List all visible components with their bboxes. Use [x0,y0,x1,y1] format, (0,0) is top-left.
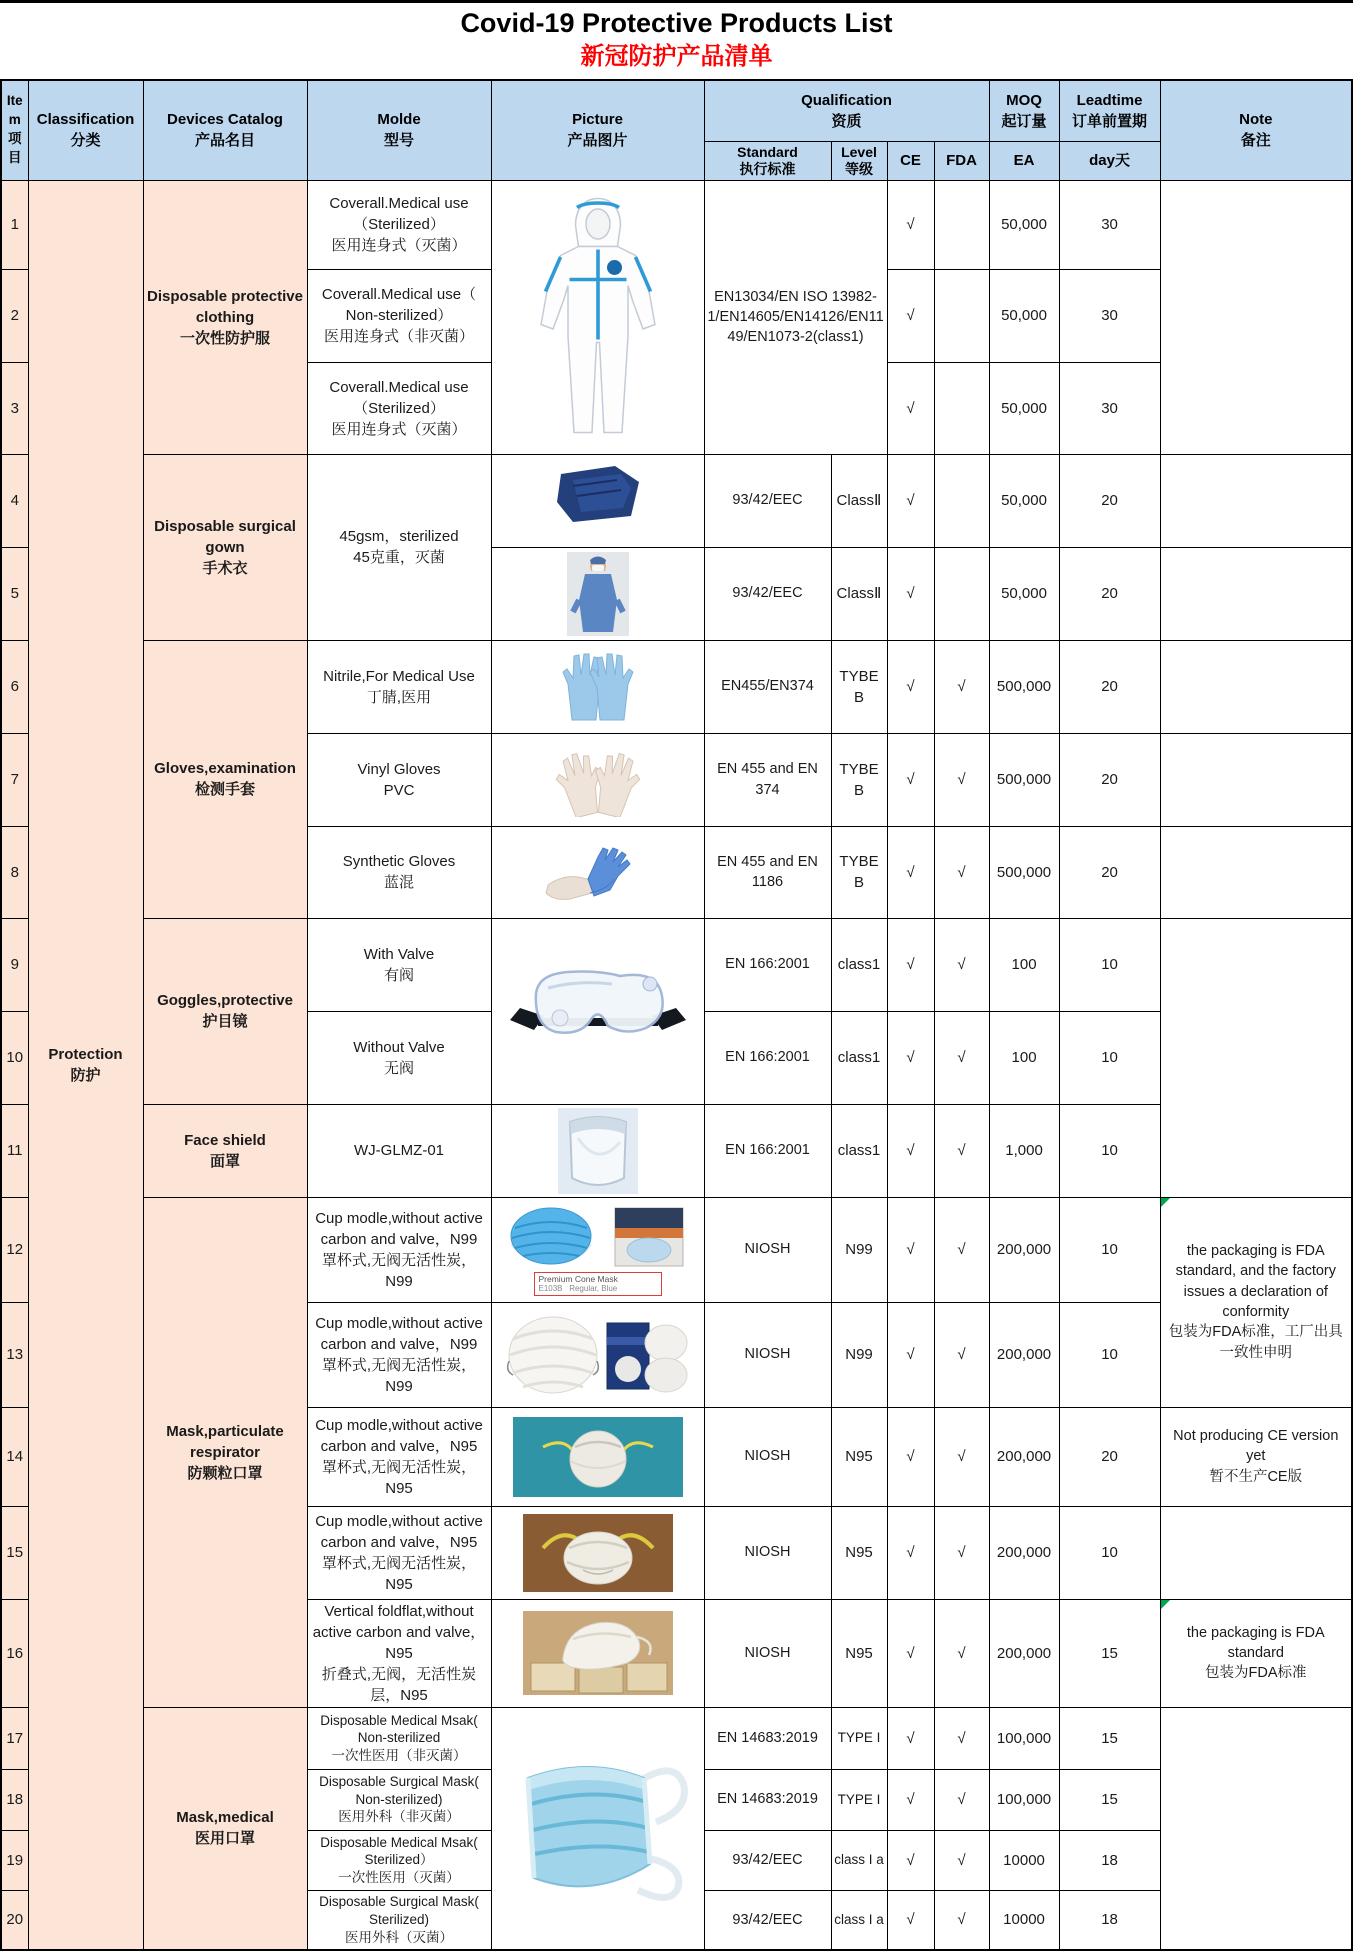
cell-ce: √ [887,1506,934,1599]
cell-level: N95 [831,1506,887,1599]
cell-fda [934,454,989,547]
cell-picture [491,1302,704,1407]
cell-leadtime: 15 [1059,1769,1160,1830]
cell-note [1160,918,1352,1197]
cell-leadtime: 20 [1059,640,1160,733]
cell-item: 11 [1,1104,28,1197]
cell-item: 16 [1,1599,28,1707]
cell-fda: √ [934,1707,989,1769]
cell-item: 5 [1,547,28,640]
cell-moq: 100 [989,918,1059,1011]
cell-leadtime: 20 [1059,454,1160,547]
cell-ce: √ [887,1890,934,1950]
table-row [1,454,1352,547]
cell-note [1160,454,1352,547]
cell-moq: 10000 [989,1830,1059,1890]
page-title [0,3,1353,79]
cell-devices-catalog: Disposable surgical gown 手术衣 [143,454,307,640]
cell-moq: 500,000 [989,826,1059,918]
cell-leadtime: 10 [1059,918,1160,1011]
col-header-devices-catalog: Devices Catalog 产品名目 [143,80,307,180]
cell-picture [491,640,704,733]
cell-level: N99 [831,1302,887,1407]
cell-fda: √ [934,1599,989,1707]
cell-moq: 100,000 [989,1707,1059,1769]
cell-molde: Without Valve 无阀 [307,1011,491,1104]
col-header-standard: Standard 执行标准 [704,141,831,180]
cell-item: 20 [1,1890,28,1950]
cell-standard: 93/42/EEC [704,547,831,640]
picture-cup-mask-wood [523,1514,673,1592]
cell-fda: √ [934,1407,989,1506]
cell-ce: √ [887,1197,934,1302]
cell-standard: EN 166:2001 [704,1011,831,1104]
col-header-leadtime: Leadtime 订单前置期 [1059,80,1160,141]
cell-molde: 45gsm，sterilized 45克重，灭菌 [307,454,491,640]
cell-moq: 50,000 [989,269,1059,362]
cell-level: class I a [831,1890,887,1950]
picture-cup-mask-teal [513,1417,683,1497]
cell-note [1160,733,1352,826]
cell-level: ClassⅡ [831,454,887,547]
cell-item: 1 [1,180,28,269]
col-header-note: Note 备注 [1160,80,1352,180]
cell-leadtime: 20 [1059,547,1160,640]
cell-molde: Cup modle,without active carbon and valve，N95 罩杯式,无阀无活性炭，N95 [307,1506,491,1599]
col-header-ce: CE [887,141,934,180]
cell-molde: Vertical foldflat,without active carbon and valve，N95 折叠式,无阀，无活性炭层，N95 [307,1599,491,1707]
cell-leadtime: 30 [1059,180,1160,269]
cell-leadtime: 15 [1059,1707,1160,1769]
cell-fda: √ [934,1830,989,1890]
cell-note [1160,640,1352,733]
picture-nitrile-gloves [538,650,658,724]
cell-standard: EN 455 and EN 1186 [704,826,831,918]
col-header-leadtime-unit: day天 [1059,141,1160,180]
cell-fda [934,269,989,362]
cell-molde: Nitrile,For Medical Use 丁腈,医用 [307,640,491,733]
cell-moq: 100,000 [989,1769,1059,1830]
cell-level: class I a [831,1830,887,1890]
cell-molde: Coverall.Medical use（Sterilized） 医用连身式（灭菌） [307,362,491,454]
cell-standard: EN455/EN374 [704,640,831,733]
table-row [1,1707,1352,1769]
col-header-fda: FDA [934,141,989,180]
cell-note: the packaging is FDA standard 包装为FDA标准 [1160,1599,1352,1707]
cell-molde: Disposable Medical Msak( Sterilized） 一次性医用（灭菌） [307,1830,491,1890]
cell-note [1160,547,1352,640]
col-header-moq-unit: EA [989,141,1059,180]
cell-level: class1 [831,1104,887,1197]
cell-fda: √ [934,733,989,826]
picture-goggles [508,956,688,1066]
cell-molde: Coverall.Medical use（Sterilized） 医用连身式（灭菌） [307,180,491,269]
picture-foldflat-mask [523,1611,673,1695]
cell-ce: √ [887,1407,934,1506]
cell-standard: NIOSH [704,1197,831,1302]
cell-molde: Cup modle,without active carbon and valve，N95 罩杯式,无阀无活性炭，N95 [307,1407,491,1506]
cell-note: Not producing CE version yet 暂不生产CE版 [1160,1407,1352,1506]
cell-level: TYBE B [831,640,887,733]
cell-item: 2 [1,269,28,362]
cell-picture [491,1506,704,1599]
cell-ce: √ [887,1302,934,1407]
cell-level: N99 [831,1197,887,1302]
cell-item: 19 [1,1830,28,1890]
cell-picture [491,180,704,454]
cell-fda [934,180,989,269]
cell-level: TYBE B [831,826,887,918]
cell-leadtime: 30 [1059,362,1160,454]
cell-molde: Cup modle,without active carbon and valve，N99 罩杯式,无阀无活性炭，N99 [307,1302,491,1407]
col-header-moq: MOQ 起订量 [989,80,1059,141]
cell-moq: 200,000 [989,1599,1059,1707]
col-header-molde: Molde 型号 [307,80,491,180]
cell-leadtime: 10 [1059,1011,1160,1104]
cell-moq: 50,000 [989,362,1059,454]
cell-picture [491,1407,704,1506]
cell-standard: NIOSH [704,1599,831,1707]
cell-level: TYBE B [831,733,887,826]
table-row [1,180,1352,269]
cell-molde: Disposable Medical Msak( Non-sterilized 一次性医用（非灭菌） [307,1707,491,1769]
cell-leadtime: 20 [1059,826,1160,918]
table-row [1,918,1352,1011]
cell-picture [491,826,704,918]
cell-leadtime: 30 [1059,269,1160,362]
picture-face-shield [558,1108,638,1194]
cell-level: TYPE I [831,1769,887,1830]
cell-leadtime: 10 [1059,1302,1160,1407]
cell-picture [491,1599,704,1707]
cell-molde: Coverall.Medical use（ Non-sterilized） 医用连身式（非灭菌） [307,269,491,362]
comment-marker-icon [1161,1198,1170,1207]
cell-picture [491,733,704,826]
cell-fda: √ [934,1197,989,1302]
cell-level: ClassⅡ [831,547,887,640]
cell-standard: EN13034/EN ISO 13982-1/EN14605/EN14126/EN1149/EN1073-2(class1) [704,180,887,454]
cell-ce: √ [887,362,934,454]
picture-coverall [523,192,673,442]
cell-ce: √ [887,547,934,640]
cell-devices-catalog: Face shield 面罩 [143,1104,307,1197]
cell-molde: Cup modle,without active carbon and valve，N99 罩杯式,无阀无活性炭，N99 [307,1197,491,1302]
comment-marker-icon [1161,1600,1170,1609]
cell-fda [934,547,989,640]
cell-moq: 10000 [989,1890,1059,1950]
cell-ce: √ [887,1830,934,1890]
table-row [1,1197,1352,1302]
cell-standard: 93/42/EEC [704,1830,831,1890]
cell-moq: 100 [989,1011,1059,1104]
cell-fda: √ [934,918,989,1011]
cell-level: class1 [831,918,887,1011]
cell-molde: Synthetic Gloves 蓝混 [307,826,491,918]
cell-picture [491,1104,704,1197]
picture-cone-mask-white [503,1311,693,1399]
cell-molde: Disposable Surgical Mask( Sterilized) 医用外科（灭菌） [307,1890,491,1950]
cell-moq: 50,000 [989,454,1059,547]
cell-item: 14 [1,1407,28,1506]
cell-ce: √ [887,1599,934,1707]
cell-standard: EN 166:2001 [704,1104,831,1197]
cell-ce: √ [887,1769,934,1830]
title-chinese: 新冠防护产品清单 [580,43,773,70]
cell-standard: NIOSH [704,1407,831,1506]
cell-devices-catalog: Gloves,examination 检测手套 [143,640,307,918]
cell-moq: 500,000 [989,640,1059,733]
title-english: Covid-19 Protective Products List [460,8,893,38]
cell-ce: √ [887,269,934,362]
cell-standard: EN 455 and EN 374 [704,733,831,826]
cell-fda: √ [934,1104,989,1197]
cell-item: 3 [1,362,28,454]
cell-note: the packaging is FDA standard, and the factory issues a declaration of conformity 包装为FDA标准，工厂出具一致性申明 [1160,1197,1352,1407]
cell-standard: EN 166:2001 [704,918,831,1011]
cell-item: 4 [1,454,28,547]
cell-standard: EN 14683:2019 [704,1707,831,1769]
cell-ce: √ [887,1104,934,1197]
cell-note [1160,1506,1352,1599]
cell-picture [491,918,704,1104]
cell-leadtime: 18 [1059,1830,1160,1890]
cell-leadtime: 10 [1059,1506,1160,1599]
cell-picture [491,454,704,547]
col-header-classification: Classification 分类 [28,80,143,180]
cell-fda [934,362,989,454]
cell-ce: √ [887,180,934,269]
cell-fda: √ [934,1506,989,1599]
cell-ce: √ [887,640,934,733]
cell-item: 18 [1,1769,28,1830]
cell-leadtime: 10 [1059,1197,1160,1302]
cell-moq: 200,000 [989,1506,1059,1599]
cell-moq: 500,000 [989,733,1059,826]
cell-fda: √ [934,1302,989,1407]
cell-standard: 93/42/EEC [704,454,831,547]
cell-moq: 200,000 [989,1302,1059,1407]
cell-moq: 200,000 [989,1407,1059,1506]
cell-ce: √ [887,733,934,826]
cell-ce: √ [887,454,934,547]
cell-molde: Vinyl Gloves PVC [307,733,491,826]
cell-item: 15 [1,1506,28,1599]
cell-item: 6 [1,640,28,733]
cell-leadtime: 10 [1059,1104,1160,1197]
cell-note [1160,826,1352,918]
cell-devices-catalog: Disposable protective clothing 一次性防护服 [143,180,307,454]
cell-item: 17 [1,1707,28,1769]
cell-fda: √ [934,1011,989,1104]
cell-moq: 50,000 [989,180,1059,269]
picture-vinyl-gloves [538,743,658,817]
cell-leadtime: 20 [1059,733,1160,826]
col-header-qualification: Qualification 资质 [704,80,989,141]
cell-fda: √ [934,1890,989,1950]
cell-ce: √ [887,1011,934,1104]
cell-leadtime: 15 [1059,1599,1160,1707]
cell-standard: NIOSH [704,1302,831,1407]
cell-molde: With Valve 有阀 [307,918,491,1011]
cell-molde: WJ-GLMZ-01 [307,1104,491,1197]
cell-fda: √ [934,640,989,733]
cell-item: 13 [1,1302,28,1407]
cell-devices-catalog: Goggles,protective 护目镜 [143,918,307,1104]
cell-leadtime: 20 [1059,1407,1160,1506]
cell-item: 8 [1,826,28,918]
cell-standard: EN 14683:2019 [704,1769,831,1830]
cell-standard: NIOSH [704,1506,831,1599]
col-header-picture: Picture 产品图片 [491,80,704,180]
cell-moq: 1,000 [989,1104,1059,1197]
cell-moq: 50,000 [989,547,1059,640]
cell-ce: √ [887,1707,934,1769]
col-header-level: Level 等级 [831,141,887,180]
picture-gown-person [567,552,629,636]
cell-moq: 200,000 [989,1197,1059,1302]
cell-level: N95 [831,1407,887,1506]
cell-level: TYPE I [831,1707,887,1769]
cell-ce: √ [887,826,934,918]
cell-fda: √ [934,826,989,918]
picture-caption-cone-mask: Premium Cone Mask E103B Regular, Blue [534,1272,662,1296]
cell-item: 7 [1,733,28,826]
table-row [1,1104,1352,1197]
cell-picture [491,547,704,640]
table-row [1,640,1352,733]
cell-classification: Protection 防护 [28,180,143,1950]
cell-standard: 93/42/EEC [704,1890,831,1950]
picture-folded-gown [543,462,653,540]
cell-item: 10 [1,1011,28,1104]
picture-surgical-mask [498,1738,698,1918]
cell-picture [491,1197,704,1302]
cell-note [1160,1707,1352,1950]
cell-ce: √ [887,918,934,1011]
cell-molde: Disposable Surgical Mask( Non-sterilized) 医用外科（非灭菌） [307,1769,491,1830]
cell-devices-catalog: Mask,medical 医用口罩 [143,1707,307,1950]
products-table [0,79,1353,1951]
picture-synthetic-gloves [538,835,658,909]
cell-item: 12 [1,1197,28,1302]
header-row-1 [1,80,1352,141]
cell-level: N95 [831,1599,887,1707]
col-header-item: Item 项目 [1,80,28,180]
cell-leadtime: 18 [1059,1890,1160,1950]
cell-level: class1 [831,1011,887,1104]
cell-picture [491,1707,704,1950]
cell-note [1160,180,1352,454]
cell-fda: √ [934,1769,989,1830]
picture-cone-mask-blue [503,1204,693,1270]
cell-devices-catalog: Mask,particulate respirator 防颗粒口罩 [143,1197,307,1707]
cell-item: 9 [1,918,28,1011]
